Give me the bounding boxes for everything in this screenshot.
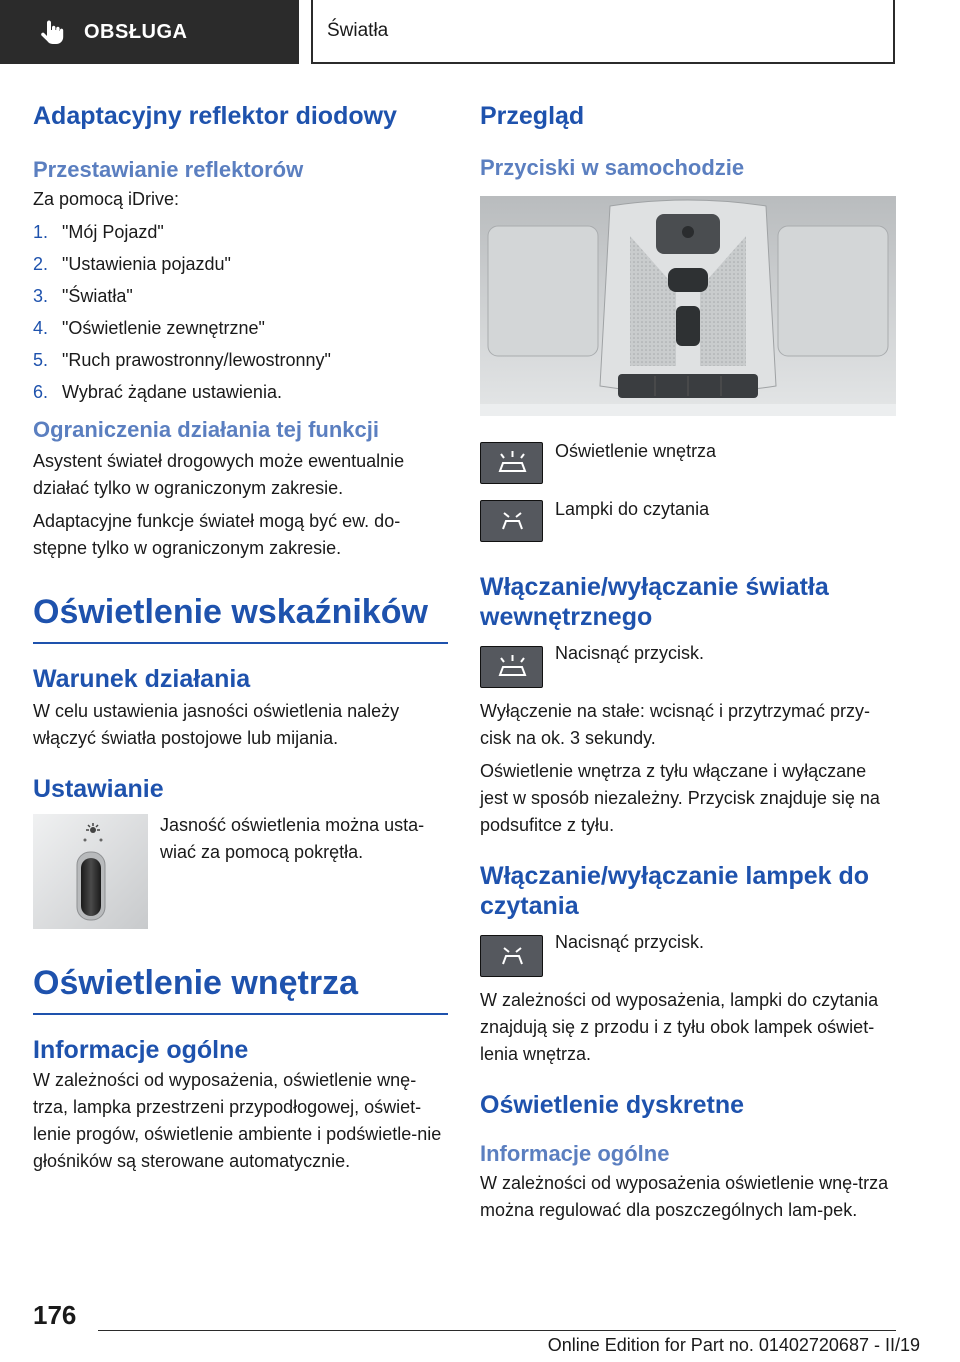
paragraph-rear-interior: Oświetlenie wnętrza z tyłu włączane i wyłączane jest w sposób niezależny. Przycisk znajduje się na podsufitce z tyłu. [480,761,880,835]
setting-row [33,814,448,929]
list-item: 5. "Ruch prawostronny/lewostronny" [33,350,331,370]
paragraph-general: W zależności od wyposażenia, oświetlenie wnę-trza, lampka przestrzeni przypodłogowej, oświet-lenie progów, oświetlenie ambiente i podświetle-nie głośników są sterowane automatycznie. [33,1070,442,1171]
edition-label: Online Edition for Part no. 01402720687 - II/19 [547,1335,920,1355]
right-column [480,100,896,1224]
heading-adjust-headlights: Przestawianie reflektorów [33,157,304,182]
list-item: 6. Wybrać żądane ustawienia. [33,382,282,402]
heading-general-info: Informacje ogólne [33,1036,249,1064]
list-item: 2. "Ustawienia pojazdu" [33,254,231,274]
paragraph-permanent-off: Wyłączenie na stałe: wcisnąć i przytrzymać przy-cisk na ok. 3 sekundy. [480,701,870,748]
legend-reading-label: Lampki do czytania [555,499,710,519]
paragraph-condition: W celu ustawienia jasności oświetlenia należy włączyć światła postojowe lub mijania. [33,701,400,748]
heading-overview: Przegląd [480,102,585,130]
press-row-2 [480,932,896,977]
heading-interior-lighting: Oświetlenie wnętrza [33,963,448,1015]
interior-light-button-icon [480,442,543,484]
paragraph-setting: Jasność oświetlenia można usta-wiać za pomocą pokrętła. [160,815,425,862]
legend-reading-row [480,500,896,542]
paragraph-limits-1: Asystent świateł drogowych może ewentualnie działać tylko w ograniczonym zakresie. [33,451,405,498]
page-header [0,0,960,66]
heading-limits: Ograniczenia działania tej funkcji [33,417,379,442]
heading-condition: Warunek działania [33,665,251,693]
heading-discreet: Oświetlenie dyskretne [480,1091,745,1119]
legend-interior-label: Oświetlenie wnętrza [555,441,717,461]
reading-light-button-icon [480,500,543,542]
footer-divider [98,1330,896,1331]
chapter-label: Światła [327,20,389,41]
hand-pointer-icon [40,19,64,45]
heading-onoff-reading: Włączanie/wyłączanie lampek do czytania [480,862,870,920]
press-label-2: Nacisnąć przycisk. [555,932,705,952]
roof-console-image [480,196,896,416]
paragraph-discreet: W zależności od wyposażenia oświetlenie wnę-trza można regulować dla poszczególnych lam-pek. [480,1173,889,1220]
page-number: 176 [33,1300,77,1330]
heading-onoff-interior: Włączanie/wyłączanie światła wewnętrznego [480,573,829,631]
left-column [33,100,448,1175]
list-item: 4. "Oświetlenie zewnętrzne" [33,318,265,338]
press-label-1: Nacisnąć przycisk. [555,643,705,663]
interior-light-button-icon [480,646,543,688]
heading-general-info-2: Informacje ogólne [480,1141,670,1166]
reading-light-button-icon [480,935,543,977]
paragraph-reading: W zależności od wyposażenia, lampki do czytania znajdują się z przodu i z tyłu obok lampek oświet-lenia wnętrza. [480,990,879,1064]
legend-interior-row [480,442,896,484]
heading-setting: Ustawianie [33,775,164,803]
list-item: 1. "Mój Pojazd" [33,222,164,242]
dimmer-wheel-image [33,814,148,929]
heading-instrument-lighting: Oświetlenie wskaźników [33,592,448,644]
steps-list [33,219,448,406]
chapter-tab [311,0,895,64]
press-row-1 [480,643,896,688]
paragraph-limits-2: Adaptacyjne funkcje świateł mogą być ew. do-stępne tylko w ograniczonym zakresie. [33,511,401,558]
heading-buttons-in-car: Przyciski w samochodzie [480,155,745,180]
list-item: 3. "Światła" [33,286,133,306]
section-label: OBSŁUGA [84,20,188,43]
section-tab [0,0,299,64]
heading-adaptive-led: Adaptacyjny reflektor diodowy [33,102,397,130]
paragraph-idrive: Za pomocą iDrive: [33,189,180,209]
